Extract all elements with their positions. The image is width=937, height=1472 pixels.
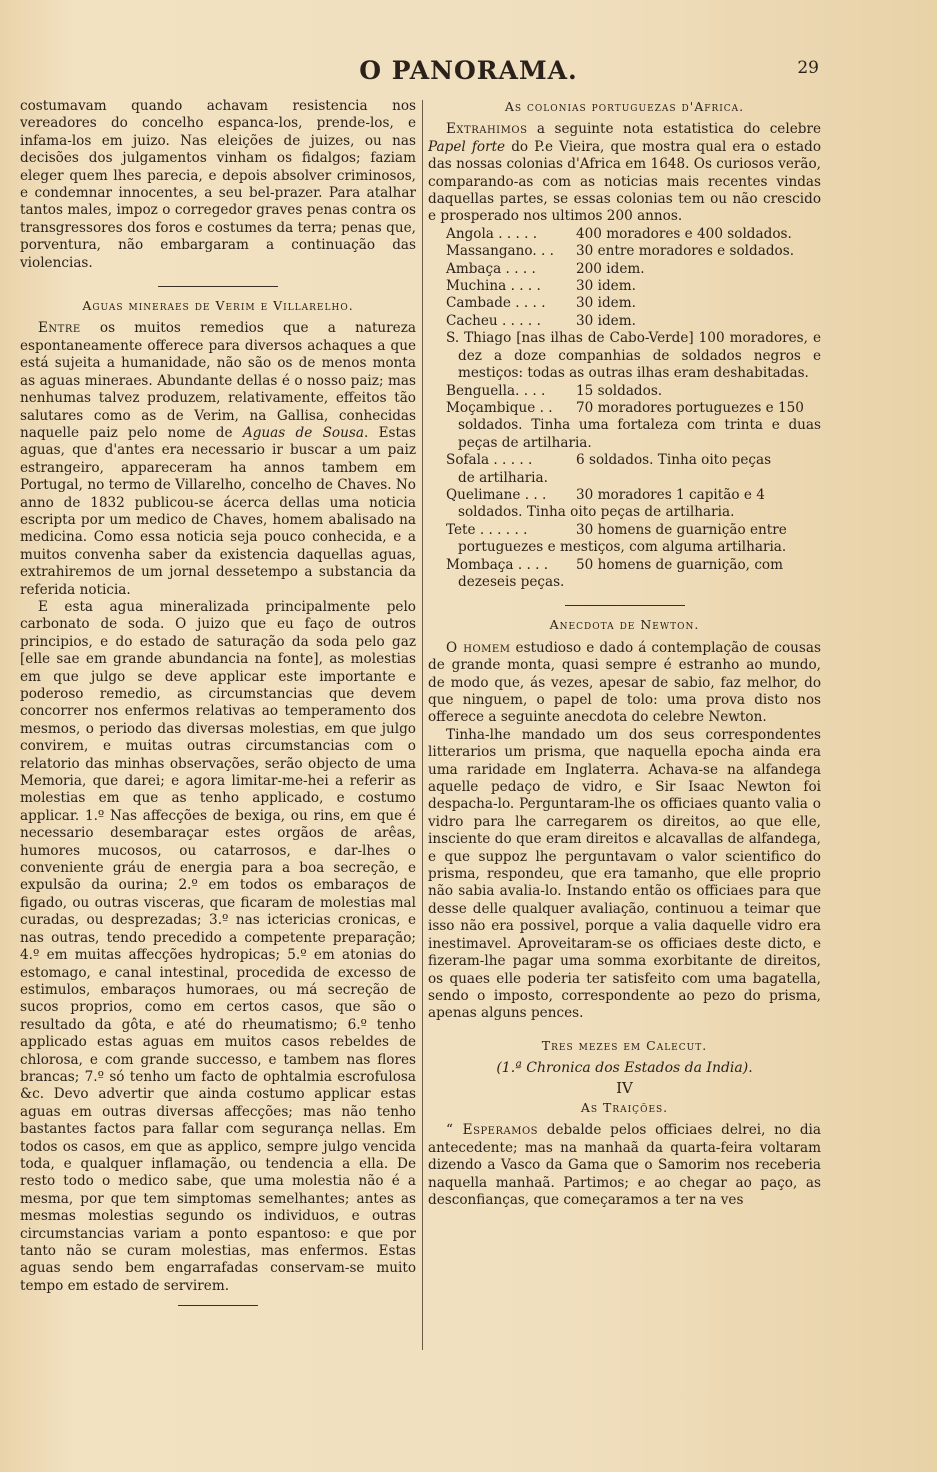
- colony-name: Muchina . . . .: [446, 278, 541, 295]
- section-heading-aguas: Aguas mineraes de Verim e Villarelho.: [82, 298, 354, 314]
- colony-name: Tete . . . . . .: [446, 521, 528, 538]
- colony-detail: 400 moradores e 400 soldados.: [576, 225, 792, 242]
- colony-name: Benguella. . . .: [446, 382, 546, 399]
- colony-detail: 15 soldados.: [576, 382, 663, 399]
- colonies-table-2: [428, 383, 821, 592]
- colony-row: [446, 295, 821, 312]
- calecut-paragraph: “ Esperamos debalde pelos officiaes delrei, no dia antecedente; mas na manhaã da quarta-feira voltaram dizendo a Vasco da Gama que o Samorim nos receberia naquella manhaã. Partimos; e ao chegar ao paço, as desconfianças, que começaramos a ter na ves: [428, 1122, 821, 1208]
- colony-row: [446, 226, 821, 243]
- colony-detail-cont: portuguezes e mestiços, com alguma artilharia.: [458, 539, 787, 556]
- end-rule: [178, 1305, 258, 1306]
- colony-row: [446, 452, 821, 469]
- colony-name: Massangano. . .: [446, 243, 554, 260]
- colonias-intro: Extrahimos a seguinte nota estatistica do celebre Papel forte do P.e Vieira, que mostra qual era o estado das nossas colonias d'Africa em 1648. Os curiosos verão, comparando-as com as noticias mais recentes vindas daquellas partes, se essas colonias tem ou não crescido e prosperado nos ultimos 200 annos.: [428, 121, 821, 225]
- colony-name: Sofala . . . . .: [446, 452, 533, 469]
- colony-detail-cont: de artilharia.: [458, 469, 548, 486]
- colony-detail-cont: soldados. Tinha uma fortaleza com trinta e duas peças de artilharia.: [458, 417, 821, 451]
- colony-row: [446, 313, 821, 330]
- section-rule: [565, 605, 685, 606]
- aguas-paragraph-1: Entre os muitos remedios que a natureza espontaneamente offerece para diversos achaques a que está sujeita a humanidade, não são os de menos monta as aguas mineraes. Abundante dellas é o nosso paiz; mas nenhumas talvez produzem, relativamente, effeitos tão salutares como as de Verim, na Gallisa, conhecidas naquelle paiz pelo nome de Aguas de Sousa. Estas aguas, que d'antes era necessario ir buscar a um paiz estrangeiro, appareceram ha annos tambem em Portugal, no termo de Villarelho, concelho de Chaves. No anno de 1832 publicou-se ácerca dellas uma noticia escripta por um medico de Chaves, homem abalisado na medicina. Como essa noticia seja pouco conhecida, e a muitos convenha saber da existencia daquellas aguas, extrahiremos de um jornal dessetempo a substancia da referida noticia.: [20, 320, 417, 598]
- article-continuation: costumavam quando achavam resistencia nos vereadores do concelho espanca-los, prende-los, e infama-los em juizo. Nas eleições de juizes, ou nas decisões dos julgamentos vinham os fidalgos; faziam eleger quem lhes parecia, e depois absolver criminosos, e condemnar innocentes, a seu bel-prazer. Para atalhar tantos males, impoz o corregedor graves penas contra os transgressores dos foros e costumes da terra; penas que, porventura, não embargaram a continuação das violencias.: [20, 98, 416, 271]
- chapter-number: IV: [616, 1078, 633, 1097]
- colony-row: [446, 383, 821, 400]
- lead-word: Entre: [38, 320, 81, 337]
- section-heading-newton: Anecdota de Newton.: [549, 617, 700, 633]
- left-column: [20, 98, 416, 1306]
- colony-row: [446, 243, 821, 260]
- colony-detail: 30 entre moradores e soldados.: [576, 243, 795, 260]
- colony-name: Angola . . . . .: [446, 225, 538, 242]
- colonies-table: [428, 226, 821, 330]
- colony-name: Mombaça . . . .: [446, 556, 549, 573]
- aguas-paragraph-2: E esta agua mineralizada principalmente pelo carbonato de soda. O juizo que eu faço de outros principios, e do estado de saturação da soda pelo gaz [elle sae em grande abundancia na fonte], as molestias em que julgo se deve applicar este importante e poderoso remedio, as circumstancias que devem concorrer nos enfermos relativas ao temperamento dos mesmos, o periodo das diversas molestias, em que julgo convirem, e muitas outras circumstancias com o relatorio das minhas observações, serão objecto de uma Memoria, que darei; e agora limitar-me-hei a referir as molestias em que as tenho applicado, e costumo applicar. 1.º Nas affecções de bexiga, ou rins, em que é necessario desembaraçar estes orgãos de arêas, humores mucosos, ou catarrosos, e dar-lhes o conveniente gráu de energia para a boa secreção, e expulsão da ourina; 2.º em todos os embaraços de figado, ou outras visceras, que ficaram de molestias mal curadas, ou desprezadas; 3.º nas ictericias cronicas, e nas outras, tendo precedido a competente preparação; 4.º em muitas affecções hydropicas; 5.º em atonias do estomago, e canal intestinal, procedida de excesso de estimulos, embaraços humoraes, ou má secreção de sucos proprios, como em certos casos, que são o resultado da gôta, e até do rheumatismo; 6.º tenho applicado estas aguas em muitos casos rebeldes de chlorosa, e com grande successo, e tambem nas flores brancas; 7.º só tenho um facto de ophtalmia escrofulosa &c. Devo advertir que ainda costumo applicar estas aguas em outras diversas affecções; mas não tenho bastantes factos para fallar com segurança nellas. Em todos os casos, em que as applico, sempre julgo vencida toda, e qualquer inflamação, ou tendencia a ella. De resto todo o medico sabe, que uma molestia não é a mesma, por que tem simptomas semelhantes; antes as mesmas molestias segundo os individuos, e outras circumstancias variam a ponto espantoso: e que por tanto não se curam molestias, mas enfermos. Estas aguas sendo bem engarrafadas conservam-se muito tempo em estado de servirem.: [20, 598, 416, 1294]
- colony-row: [446, 522, 821, 539]
- chapter-title: As Traições.: [580, 1099, 669, 1115]
- colony-name: Quelimane . . .: [446, 486, 547, 503]
- colony-detail: 30 idem.: [576, 312, 636, 329]
- section-rule: [158, 286, 278, 287]
- colony-name: Ambaça . . . .: [446, 260, 536, 277]
- colony-name: Cambade . . . .: [446, 295, 546, 312]
- colony-detail: 30 moradores 1 capitão e 4: [576, 486, 765, 503]
- colony-row: [446, 400, 821, 417]
- colony-detail: 30 homens de guarnição entre: [576, 521, 787, 538]
- page-number: 29: [797, 58, 819, 78]
- newton-paragraph-1: O homem estudioso e dado á contemplação de cousas de grande monta, quasi sempre é estranho ao mundo, de modo que, ás vezes, apesar de sabio, faz melhor, do que ninguem, o papel de tolo: uma prova disto nos offerece a seguinte anecdota do celebre Newton.: [428, 639, 821, 726]
- section-heading-calecut: Tres mezes em Calecut.: [541, 1037, 708, 1053]
- colony-detail: 6 soldados. Tinha oito peças: [576, 452, 772, 469]
- colony-row: [446, 278, 821, 295]
- colony-detail: 200 idem.: [576, 260, 645, 277]
- chronica-subtitle: (1.ª Chronica dos Estados da India).: [496, 1060, 753, 1077]
- section-heading-colonias: As colonias portuguezas d'Africa.: [504, 99, 745, 114]
- page-header: [0, 52, 937, 92]
- colony-name: Cacheu . . . . .: [446, 312, 541, 329]
- colony-row: [446, 557, 821, 574]
- thiago-entry: S. Thiago [nas ilhas de Cabo-Verde] 100 moradores, e dez a doze companhias de soldados negros e mestiços: todas as outras ilhas eram deshabitadas.: [446, 330, 821, 382]
- colony-detail-cont: soldados. Tinha oito peças de artilharia.: [458, 504, 735, 521]
- right-column: [428, 98, 821, 1209]
- colony-row: [446, 487, 821, 504]
- colony-detail: 70 moradores portuguezes e 150: [576, 399, 804, 416]
- newton-paragraph-2: Tinha-lhe mandado um dos seus correspondentes litterarios um prisma, que naquella epocha ainda era uma raridade em Inglaterra. Achava-se na alfandega aquelle pedaço de vidro, e Sir Isaac Newton foi despacha-lo. Perguntaram-lhe os officiaes quanto valia o vidro para lhe carregarem os direitos, ao que elle, insciente do que eram direitos e alcavallas de alfandega, e que suppoz lhe perguntavam o valor scientifico do prisma, respondeu, que era tamanho, que elle proprio não sabia avalia-lo. Instando então os officiaes para que desse delle qualquer avaliação, continuou a teimar que isso não era possivel, porque a valia daquelle vidro era inestimavel. Aproveitaram-se os officiaes deste dicto, e fizeram-lhe pagar uma somma exorbitante de direitos, os quaes elle poderia ter satisfeito com uma bagatella, sendo o imposto, correspondente ao pezo do prisma, apenas alguns pences.: [428, 726, 821, 1022]
- colony-row: [446, 261, 821, 278]
- colony-detail: 50 homens de guarnição, com: [576, 556, 784, 573]
- colony-name: Moçambique . .: [446, 399, 553, 416]
- column-divider: [422, 100, 423, 1350]
- colony-detail-cont: dezeseis peças.: [458, 573, 565, 590]
- publication-title: O PANORAMA.: [359, 56, 578, 85]
- colony-detail: 30 idem.: [576, 278, 636, 295]
- colony-detail: 30 idem.: [576, 295, 636, 312]
